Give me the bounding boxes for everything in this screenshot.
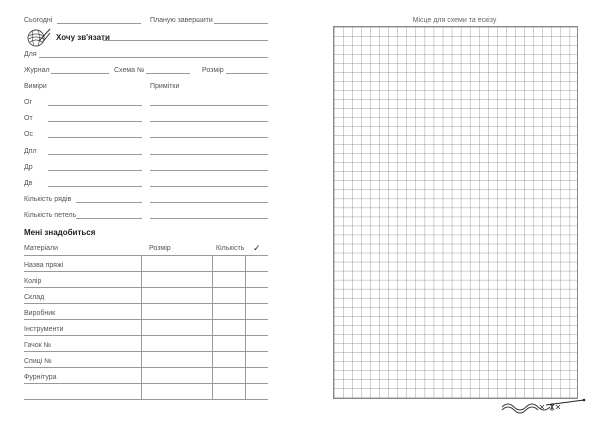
size-field[interactable]	[226, 73, 268, 74]
measurements-label: Виміри	[24, 83, 47, 90]
notes-line[interactable]	[150, 105, 268, 106]
measure-field[interactable]	[48, 170, 142, 171]
notes-line[interactable]	[150, 154, 268, 155]
loops-count-label: Кількість петель	[24, 212, 77, 219]
scheme-field[interactable]	[146, 73, 190, 74]
table-row[interactable]	[24, 351, 268, 352]
table-row[interactable]	[24, 335, 268, 336]
measure-label: Ос	[24, 131, 33, 138]
notes-line[interactable]	[150, 121, 268, 122]
knitting-needle-icon	[500, 395, 586, 415]
measure-field[interactable]	[48, 137, 142, 138]
table-row[interactable]	[24, 319, 268, 320]
journal-label: Журнал	[24, 67, 50, 74]
measure-label: Дпл	[24, 148, 37, 155]
measure-label: Ог	[24, 99, 32, 106]
measure-field[interactable]	[48, 121, 142, 122]
material-row-label: Колір	[24, 278, 42, 285]
yarn-ball-icon	[25, 27, 51, 47]
table-row[interactable]	[24, 271, 268, 272]
col-qty: Кількість	[216, 245, 245, 252]
col-materials: Матеріали	[24, 245, 59, 252]
table-divider	[245, 255, 246, 399]
want-knit-label: Хочу зв'язати	[56, 33, 110, 42]
loops-count-field[interactable]	[76, 218, 142, 219]
need-heading: Мені знадобиться	[24, 228, 96, 237]
notes-line[interactable]	[150, 170, 268, 171]
material-row-label: Склад	[24, 294, 45, 301]
table-header-line	[24, 255, 268, 256]
today-label: Сьогодні	[24, 17, 53, 24]
table-row[interactable]	[24, 303, 268, 304]
table-divider	[212, 255, 213, 399]
plan-field[interactable]	[214, 23, 268, 24]
journal-field[interactable]	[51, 73, 109, 74]
want-knit-field[interactable]	[103, 40, 268, 41]
material-row-label: Інструменти	[24, 326, 64, 333]
notes-line[interactable]	[150, 137, 268, 138]
table-row[interactable]	[24, 399, 268, 400]
notes-line[interactable]	[150, 218, 268, 219]
material-row-label: Фурнітура	[24, 374, 57, 381]
notes-line[interactable]	[150, 186, 268, 187]
notes-label: Примітки	[150, 83, 180, 90]
for-label: Для	[24, 51, 37, 58]
measure-label: От	[24, 115, 33, 122]
measure-label: Др	[24, 164, 33, 171]
sketch-grid[interactable]	[333, 26, 578, 399]
size-label: Розмір	[202, 67, 224, 74]
measure-field[interactable]	[48, 154, 142, 155]
scheme-label: Схема №	[114, 67, 145, 74]
table-divider	[141, 255, 142, 399]
measure-field[interactable]	[48, 105, 142, 106]
plan-label: Планую завершити	[150, 17, 213, 24]
check-icon: ✓	[253, 243, 261, 253]
material-row-label: Гачок №	[24, 342, 52, 349]
rows-count-field[interactable]	[76, 202, 142, 203]
table-row[interactable]	[24, 367, 268, 368]
rows-count-label: Кількість рядів	[24, 196, 72, 203]
today-field[interactable]	[57, 23, 141, 24]
notes-line[interactable]	[150, 202, 268, 203]
material-row-label: Спиці №	[24, 358, 52, 365]
measure-label: Дв	[24, 180, 33, 187]
measure-field[interactable]	[48, 186, 142, 187]
col-size: Розмір	[149, 245, 171, 252]
table-row[interactable]	[24, 287, 268, 288]
material-row-label: Виробник	[24, 310, 56, 317]
grid-title: Місце для схеми та ескізу	[412, 17, 497, 24]
for-field[interactable]	[39, 57, 268, 58]
table-row[interactable]	[24, 383, 268, 384]
material-row-label: Назва пряжі	[24, 262, 64, 269]
